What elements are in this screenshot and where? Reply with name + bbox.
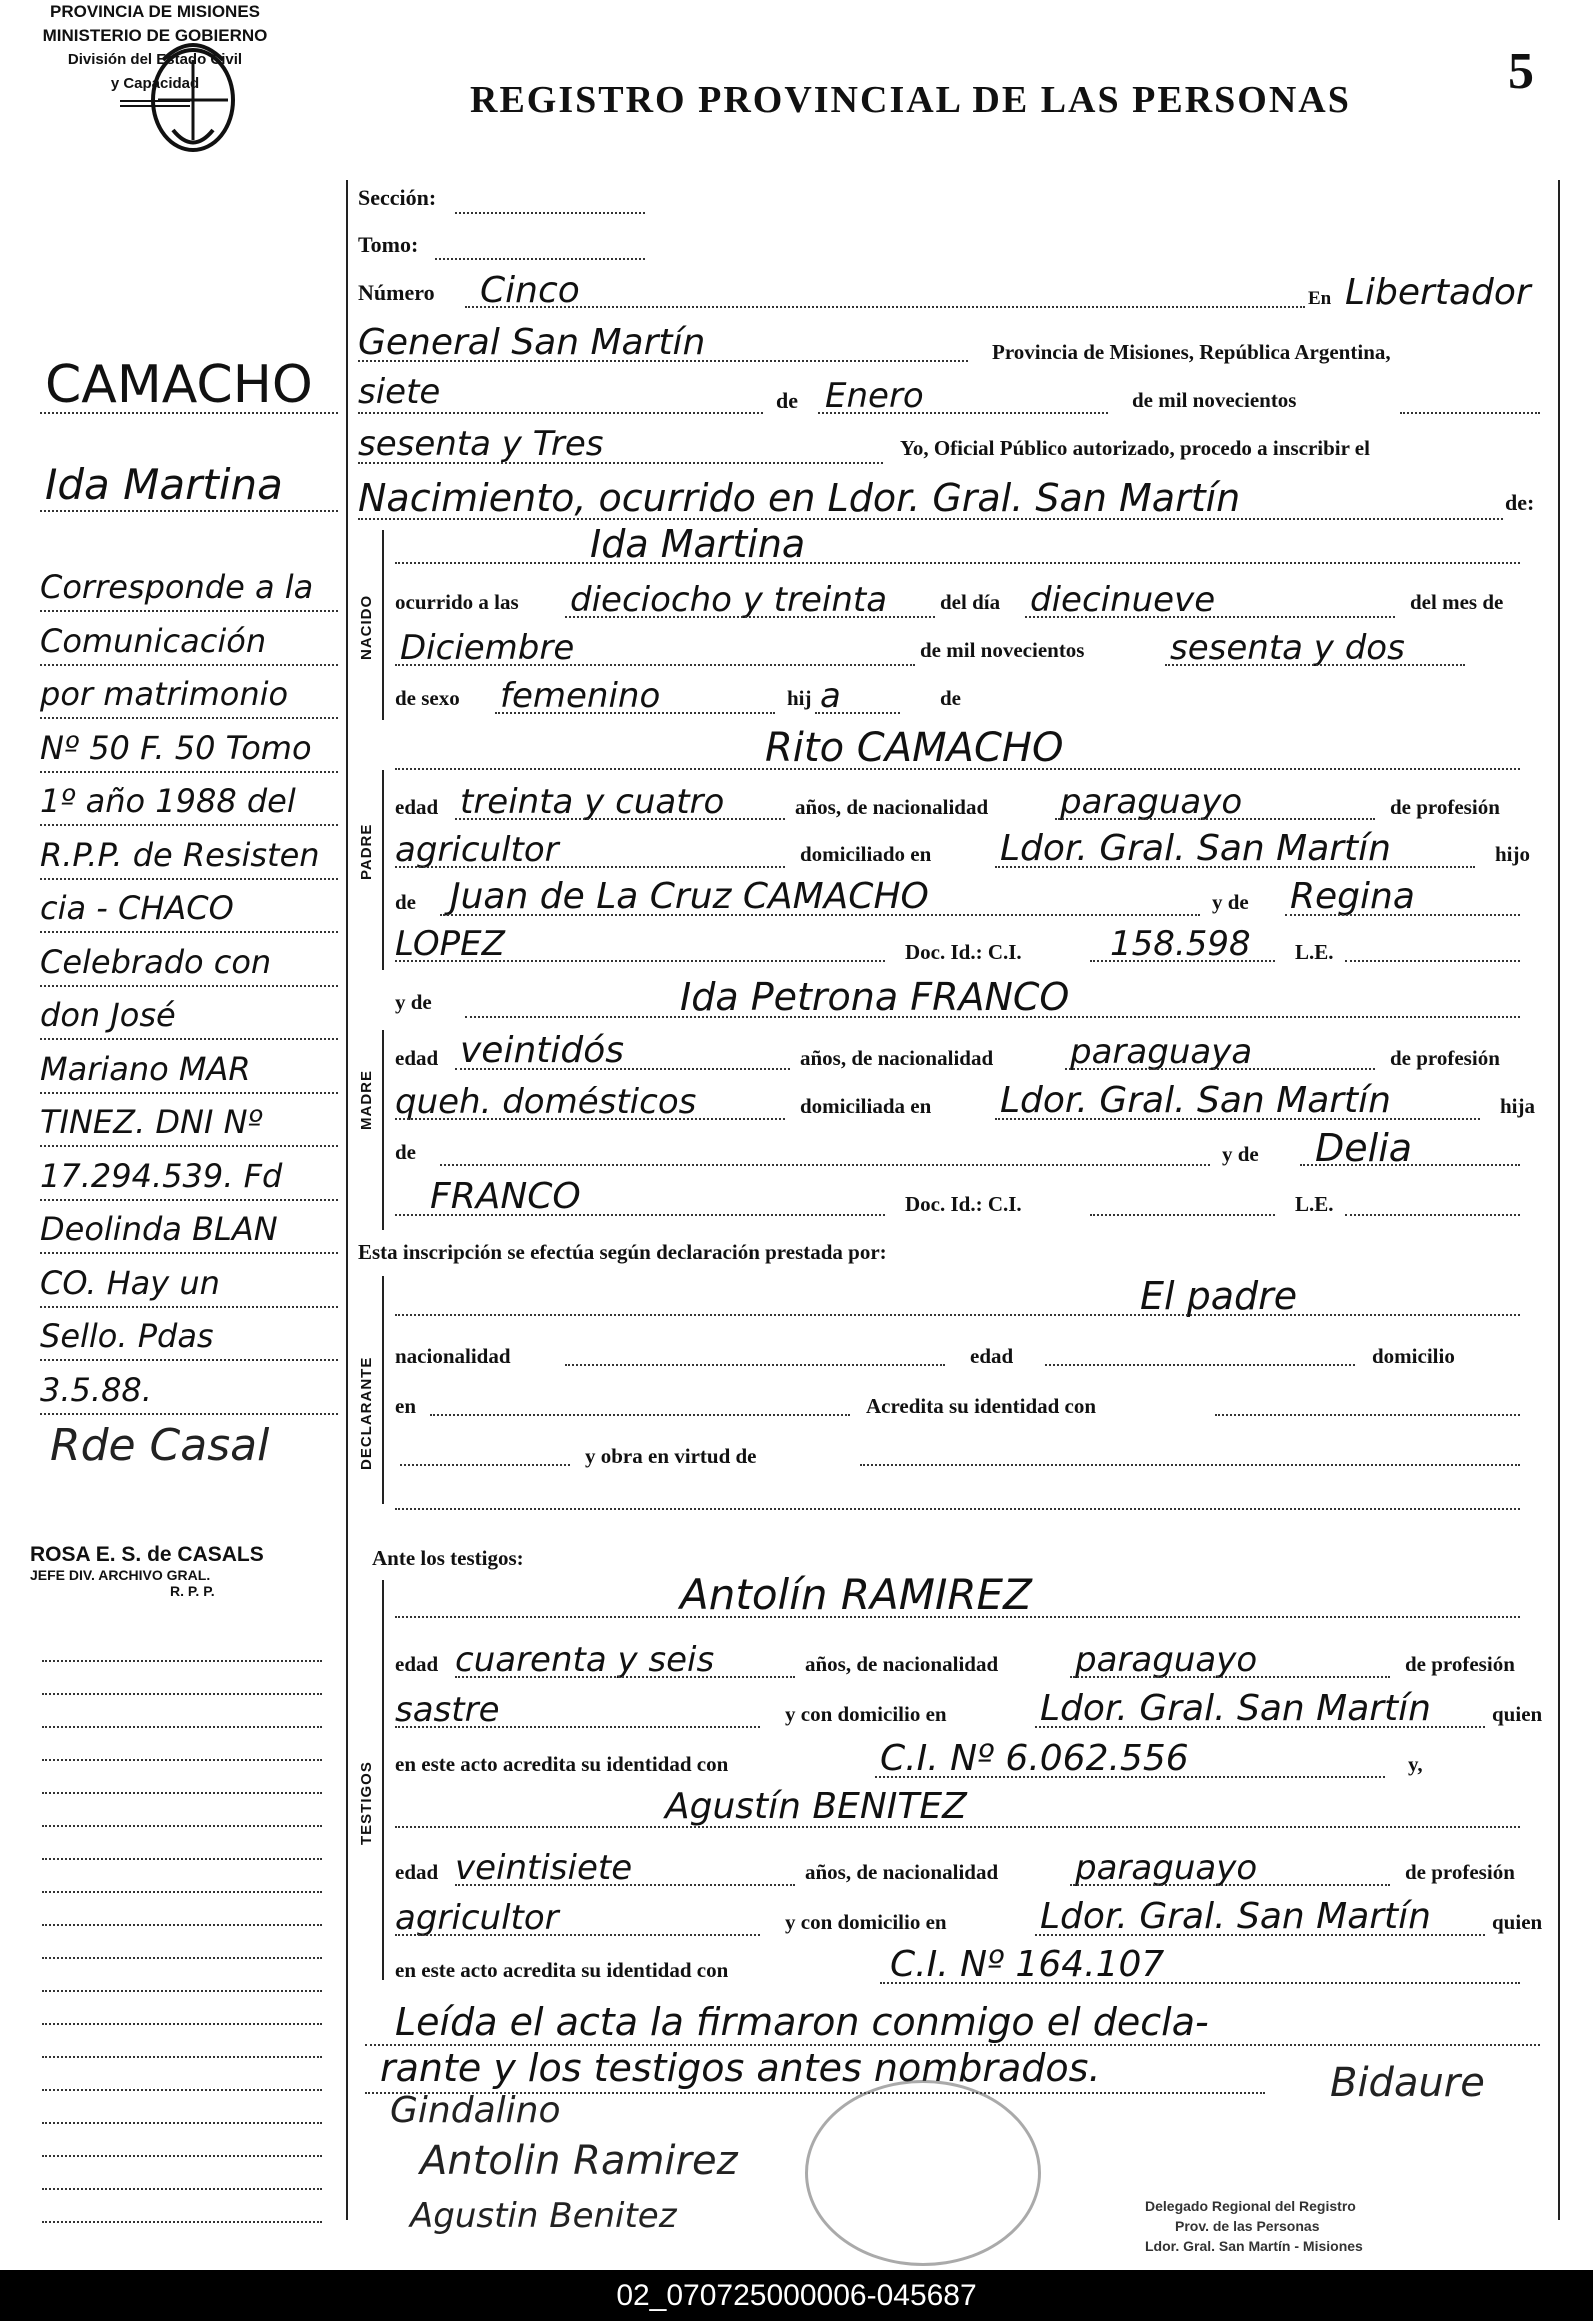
born-name: Ida Martina	[590, 522, 806, 566]
day-value: siete	[358, 372, 441, 412]
mother-age: veintidós	[460, 1030, 625, 1071]
inscribir-value: Nacimiento, ocurrido en Ldor. Gral. San Martín	[358, 476, 1241, 520]
margin-annotation-line: Sello. Pdas	[40, 1317, 214, 1355]
mother-name: Ida Petrona FRANCO	[680, 975, 1070, 1019]
label-edad: edad	[395, 795, 439, 819]
margin-surname: CAMACHO	[45, 355, 313, 415]
office-line: y Capacidad	[110, 75, 200, 92]
margin-annotation-line: 1º año 1988 del	[40, 782, 296, 820]
closing-line-2: rante y los testigos antes nombrados.	[380, 2046, 1101, 2090]
label-acredita: Acredita su identidad con	[866, 1394, 1097, 1418]
label-del-dia: del día	[940, 590, 1001, 614]
label-doc-id: Doc. Id.: C.I.	[905, 940, 1022, 964]
birth-hour: dieciocho y treinta	[570, 580, 888, 620]
label-del-mes: del mes de	[1410, 590, 1504, 614]
stamp-line: ROSA E. S. de CASALS	[30, 1543, 264, 1566]
margin-annotation-line: Deolinda BLAN	[40, 1210, 278, 1248]
witness1-nationality: paraguayo	[1075, 1640, 1258, 1680]
label-hijo: hijo	[1495, 842, 1531, 866]
signature-witness2: Agustin Benitez	[410, 2196, 677, 2236]
label-en-este-acto2: en este acto acredita su identidad con	[395, 1958, 729, 1982]
hij-suffix: a	[820, 676, 841, 716]
margin-annotation-line: don José	[40, 996, 176, 1034]
archive-stamp	[30, 1543, 370, 1599]
label-profesion2: de profesión	[1390, 1046, 1500, 1070]
label-numero: Número	[358, 280, 435, 305]
label-y-de3: y de	[1222, 1142, 1259, 1166]
label-profesion3: de profesión	[1405, 1652, 1515, 1676]
stamp-line: R. P. P.	[170, 1583, 215, 1599]
label-domiciliado: domiciliado en	[800, 842, 932, 866]
document-title: REGISTRO PROVINCIAL DE LAS PERSONAS	[470, 79, 1351, 121]
witness1-profession: sastre	[395, 1690, 500, 1730]
witness2-id: C.I. Nº 164.107	[890, 1944, 1165, 1985]
label-de: de	[776, 388, 798, 413]
label-y-de: y de	[1212, 890, 1249, 914]
label-seccion: Sección:	[358, 185, 437, 210]
en-value: Libertador	[1345, 272, 1531, 313]
office-line: MINISTERIO DE GOBIERNO	[42, 26, 268, 45]
section-declarante: DECLARANTE	[358, 1356, 375, 1470]
label-quien2: quien	[1492, 1910, 1543, 1934]
sex-value: femenino	[500, 676, 661, 716]
label-le2: L.E.	[1295, 1192, 1334, 1216]
label-edad3: edad	[970, 1344, 1014, 1368]
maternal-grandmother-2: FRANCO	[430, 1176, 581, 1217]
official-seal-icon	[805, 2080, 1041, 2266]
margin-annotation-line: CO. Hay un	[40, 1263, 220, 1302]
label-hija: hija	[1500, 1094, 1536, 1118]
label-edad5: edad	[395, 1860, 439, 1884]
label-domiciliada: domiciliada en	[800, 1094, 932, 1118]
office-line: División del Estado Civil	[67, 51, 243, 68]
label-esta-inscripcion: Esta inscripción se efectúa según declaración prestada por:	[358, 1240, 887, 1264]
birth-year: sesenta y dos	[1170, 628, 1405, 668]
label-profesion: de profesión	[1390, 795, 1500, 819]
margin-annotation-line: Corresponde a la	[40, 568, 314, 606]
declarant-value: El padre	[1140, 1274, 1298, 1318]
label-nacionalidad: nacionalidad	[395, 1344, 511, 1368]
label-con-domicilio: y con domicilio en	[785, 1702, 947, 1726]
label-y-comma: y,	[1408, 1752, 1423, 1776]
witness2-address: Ldor. Gral. San Martín	[1040, 1896, 1431, 1937]
mother-nationality: paraguaya	[1070, 1032, 1253, 1072]
year-value: sesenta y Tres	[358, 424, 604, 464]
label-doc-id2: Doc. Id.: C.I.	[905, 1192, 1022, 1216]
label-hij: hij	[787, 686, 812, 710]
father-nationality: paraguayo	[1060, 782, 1243, 822]
month-value: Enero	[825, 376, 924, 416]
margin-signature: Rde Casal	[50, 1420, 270, 1471]
numero-value: Cinco	[480, 270, 580, 311]
label-edad4: edad	[395, 1652, 439, 1676]
margin-annotation-line: Mariano MAR	[40, 1049, 251, 1088]
father-profession: agricultor	[395, 830, 559, 870]
section-testigos: TESTIGOS	[358, 1761, 375, 1845]
label-y-de2: y de	[395, 990, 432, 1014]
margin-annotation-line: cia - CHACO	[40, 889, 234, 927]
section-madre: MADRE	[358, 1070, 375, 1130]
label-profesion4: de profesión	[1405, 1860, 1515, 1884]
paternal-grandfather: Juan de La Cruz CAMACHO	[450, 876, 929, 917]
margin-annotation-line: por matrimonio	[40, 675, 289, 713]
witness2-name: Agustín BENITEZ	[665, 1786, 967, 1827]
delegado-line: Prov. de las Personas	[1175, 2218, 1320, 2234]
witness1-address: Ldor. Gral. San Martín	[1040, 1688, 1431, 1729]
paternal-grandmother-2: LOPEZ	[395, 924, 505, 964]
margin-annotation-line: Nº 50 F. 50 Tomo	[40, 728, 312, 767]
label-y-obra: y obra en virtud de	[585, 1444, 757, 1468]
margin-given-names: Ida Martina	[45, 460, 283, 509]
label-anios-nac: años, de nacionalidad	[795, 795, 989, 819]
label-yo: Yo, Oficial Público autorizado, procedo a inscribir el	[900, 436, 1370, 460]
coat-of-arms-icon	[138, 30, 248, 165]
margin-annotation-line: 17.294.539. Fd	[40, 1156, 283, 1195]
margin-annotation-line: R.P.P. de Resisten	[40, 835, 320, 874]
page-number: 5	[1508, 43, 1534, 100]
signature-official: Bidaure	[1330, 2060, 1485, 2106]
section-nacido: NACIDO	[358, 594, 375, 660]
scan-id-bar: 02_070725000006-045687	[0, 2270, 1593, 2321]
father-address: Ldor. Gral. San Martín	[1000, 828, 1391, 869]
margin-annotation-line: Celebrado con	[40, 942, 272, 981]
margin-annotation-line: TINEZ. DNI Nº	[40, 1103, 263, 1141]
label-de2: de	[940, 686, 961, 710]
birth-day: diecinueve	[1030, 580, 1216, 620]
father-name: Rito CAMACHO	[765, 725, 1064, 771]
witness2-age: veintisiete	[455, 1848, 633, 1888]
closing-line-1: Leída el acta la firmaron conmigo el decla-	[395, 2000, 1209, 2044]
label-edad2: edad	[395, 1046, 439, 1070]
delegado-line: Delegado Regional del Registro	[1145, 2198, 1356, 2214]
label-tomo: Tomo:	[358, 232, 419, 257]
label-provincia: Provincia de Misiones, República Argentina,	[992, 340, 1391, 364]
label-ante: Ante los testigos:	[372, 1546, 524, 1570]
label-sexo: de sexo	[395, 686, 460, 710]
label-en2: en	[395, 1394, 416, 1418]
witness1-age: cuarenta y seis	[455, 1640, 715, 1680]
margin-annotation-line: Comunicación	[40, 621, 267, 660]
father-ci: 158.598	[1110, 924, 1251, 964]
label-de-mil: de mil novecientos	[1132, 388, 1297, 412]
signature-witness1: Antolin Ramirez	[420, 2138, 738, 2184]
label-de-mil2: de mil novecientos	[920, 638, 1085, 662]
birth-month: Diciembre	[400, 628, 575, 668]
signature-declarant: Gindalino	[390, 2090, 561, 2131]
mother-address: Ldor. Gral. San Martín	[1000, 1080, 1391, 1121]
en-value-cont: General San Martín	[358, 322, 706, 363]
witness1-name: Antolín RAMIREZ	[680, 1570, 1032, 1619]
label-anios-nac4: años, de nacionalidad	[805, 1860, 999, 1884]
label-le: L.E.	[1295, 940, 1334, 964]
label-anios-nac3: años, de nacionalidad	[805, 1652, 999, 1676]
label-domicilio: domicilio	[1372, 1344, 1455, 1368]
witness2-nationality: paraguayo	[1075, 1848, 1258, 1888]
father-age: treinta y cuatro	[460, 782, 725, 822]
label-quien: quien	[1492, 1702, 1543, 1726]
label-en-este-acto: en este acto acredita su identidad con	[395, 1752, 729, 1776]
margin-annotation-line: 3.5.88.	[40, 1370, 152, 1409]
section-padre: PADRE	[358, 823, 375, 880]
label-anios-nac2: años, de nacionalidad	[800, 1046, 994, 1070]
label-de-colon: de:	[1505, 490, 1535, 515]
office-line: PROVINCIA DE MISIONES	[49, 2, 260, 21]
maternal-grandmother-1: Delia	[1315, 1126, 1413, 1170]
label-en: En	[1308, 288, 1332, 309]
stamp-line: JEFE DIV. ARCHIVO GRAL.	[30, 1567, 211, 1583]
delegado-line: Ldor. Gral. San Martín - Misiones	[1145, 2238, 1363, 2254]
label-de3: de	[395, 890, 416, 914]
label-de4: de	[395, 1140, 416, 1164]
label-ocurrido: ocurrido a las	[395, 590, 519, 614]
paternal-grandmother-1: Regina	[1290, 876, 1415, 917]
witness2-profession: agricultor	[395, 1898, 559, 1938]
label-con-domicilio2: y con domicilio en	[785, 1910, 947, 1934]
mother-profession: queh. domésticos	[395, 1082, 697, 1122]
witness1-id: C.I. Nº 6.062.556	[880, 1738, 1189, 1779]
